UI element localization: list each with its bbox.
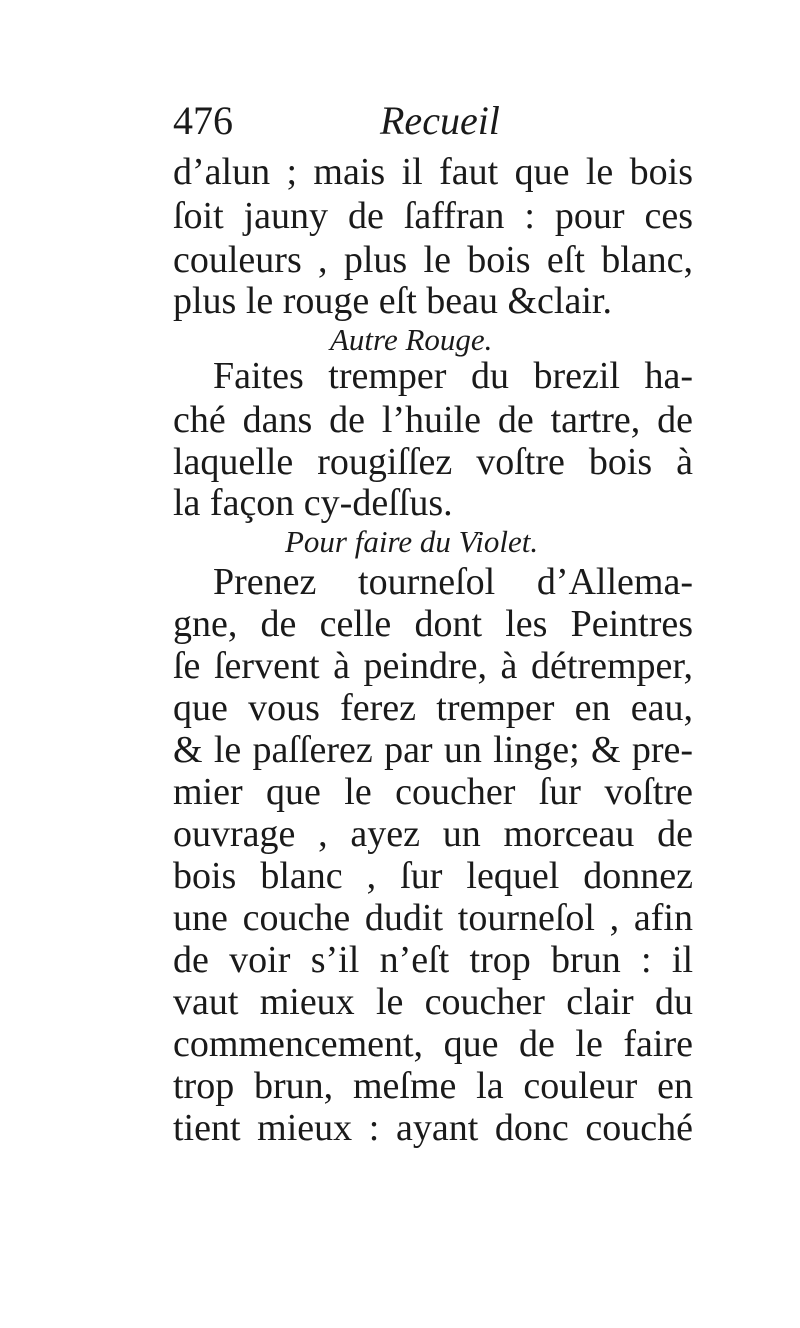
page-header bbox=[173, 96, 693, 146]
text-line: ouvrage , ayez un morceau de bbox=[173, 813, 693, 855]
text-line: d’alun ; mais il faut que le bois bbox=[173, 151, 693, 193]
text-line: trop brun, meſme la couleur en bbox=[173, 1065, 693, 1107]
text-line: gne, de celle dont les Peintres bbox=[173, 603, 693, 645]
page-number: 476 bbox=[173, 98, 233, 143]
text-line: mier que le coucher ſur voſtre bbox=[173, 771, 693, 813]
text-line: vaut mieux le coucher clair du bbox=[173, 981, 693, 1023]
text-line: tient mieux : ayant donc couché bbox=[173, 1107, 693, 1149]
text-line: ſe ſervent à peindre, à détremper, bbox=[173, 645, 693, 687]
running-title: Recueil bbox=[380, 98, 500, 143]
text-line: Faites tremper du brezil ha- bbox=[213, 355, 693, 397]
text-line: ſoit jauny de ſaffran : pour ces bbox=[173, 195, 693, 237]
text-line: de voir s’il n’eſt trop brun : il bbox=[173, 939, 693, 981]
text-line: plus le rouge eſt beau &clair. bbox=[173, 280, 612, 322]
text-line: une couche dudit tourneſol , afin bbox=[173, 897, 693, 939]
text-line: ché dans de l’huile de tartre, de bbox=[173, 399, 693, 441]
text-line: & le paſſerez par un linge; & pre- bbox=[173, 729, 693, 771]
text-line: commencement, que de le faire bbox=[173, 1023, 693, 1065]
text-line: laquelle rougiſſez voſtre bois à bbox=[173, 441, 693, 483]
text-line: la façon cy-deſſus. bbox=[173, 482, 453, 524]
text-line: bois blanc , ſur lequel donnez bbox=[173, 855, 693, 897]
section-heading: Autre Rouge. bbox=[330, 322, 493, 357]
text-line: Prenez tourneſol d’Allema- bbox=[213, 561, 693, 603]
section-heading: Pour faire du Violet. bbox=[285, 524, 539, 559]
text-line: couleurs , plus le bois eſt blanc, bbox=[173, 239, 693, 281]
text-line: que vous ferez tremper en eau, bbox=[173, 687, 693, 729]
